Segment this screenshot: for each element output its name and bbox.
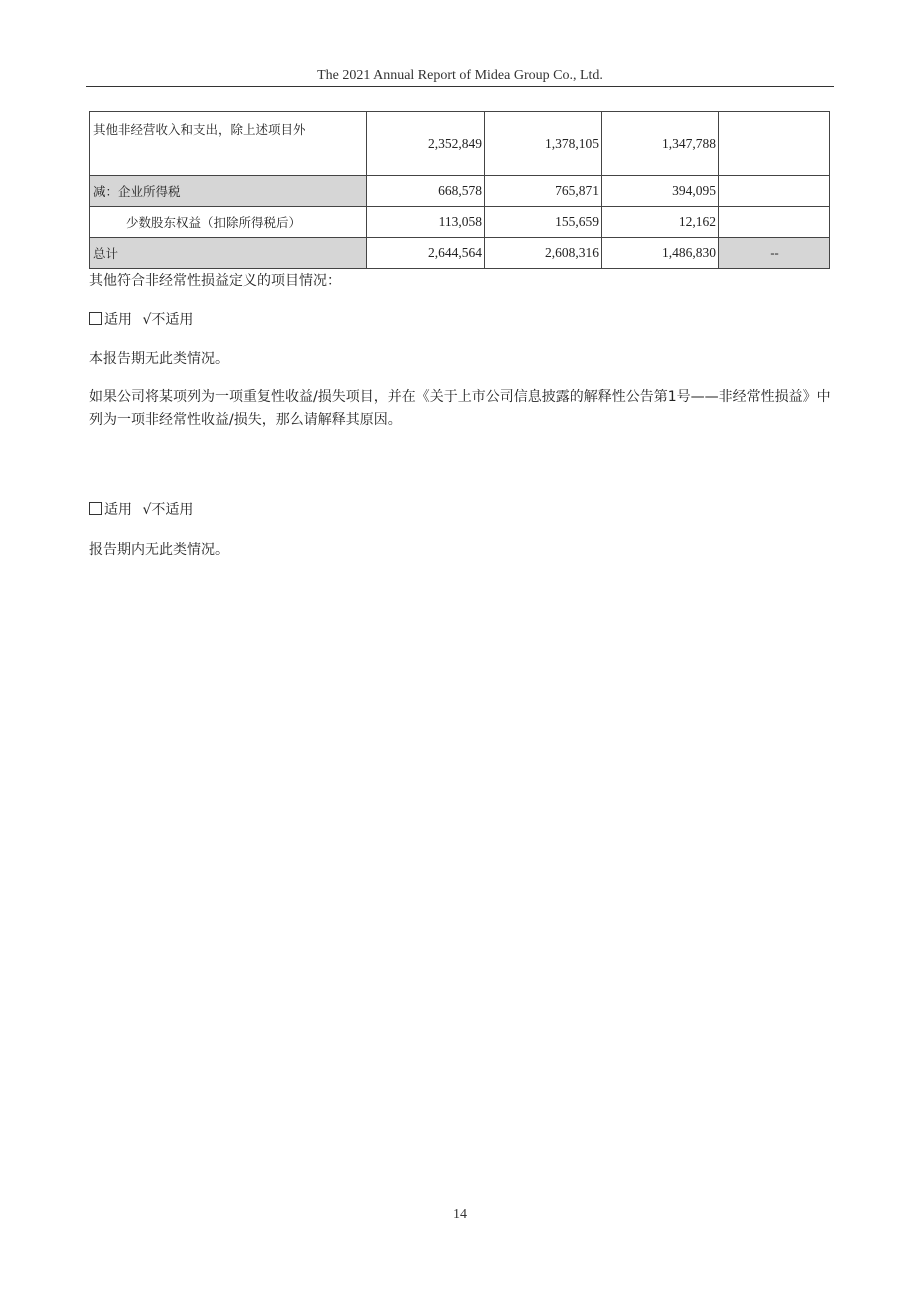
table-row <box>90 176 830 207</box>
value-2020: 155,659 <box>485 207 602 238</box>
value-2021: 2,352,849 <box>367 112 485 176</box>
value-2020: 2,608,316 <box>485 238 602 269</box>
row-note <box>719 207 830 238</box>
value-2020: 1,378,105 <box>485 112 602 176</box>
value-2020: 765,871 <box>485 176 602 207</box>
table-row <box>90 112 830 176</box>
value-2019: 394,095 <box>602 176 719 207</box>
row-label: 总计 <box>90 238 367 269</box>
check-mark-icon: √ <box>142 312 152 328</box>
value-2021: 113,058 <box>367 207 485 238</box>
value-2019: 1,347,788 <box>602 112 719 176</box>
row-note: -- <box>719 238 830 269</box>
not-applicable-label: 不适用 <box>151 312 194 328</box>
no-such-case-text: 本报告期无此类情况。 <box>89 351 229 367</box>
unchecked-box-icon <box>89 312 102 325</box>
report-header-title: The 2021 Annual Report of Midea Group Co., Ltd. <box>317 68 603 83</box>
value-2019: 1,486,830 <box>602 238 719 269</box>
row-note <box>719 112 830 176</box>
table-row <box>90 207 830 238</box>
value-2019: 12,162 <box>602 207 719 238</box>
no-such-case-in-period-text: 报告期内无此类情况。 <box>89 542 229 558</box>
header-divider <box>86 86 834 87</box>
value-2021: 2,644,564 <box>367 238 485 269</box>
row-label: 其他非经营收入和支出，除上述项目外 <box>90 112 367 176</box>
row-note <box>719 176 830 207</box>
unchecked-box-icon <box>89 502 102 515</box>
applicability-line-2 <box>89 499 837 522</box>
value-2021: 668,578 <box>367 176 485 207</box>
row-label: 减：企业所得税 <box>90 176 367 207</box>
page-number: 14 <box>453 1207 467 1222</box>
not-applicable-label: 不适用 <box>151 502 194 518</box>
check-mark-icon: √ <box>142 502 152 518</box>
table-row <box>90 238 830 269</box>
non-recurring-gains-table <box>89 111 830 269</box>
recurring-explanation-text: 如果公司将某项列为一项重复性收益/损失项目，并在《关于上市公司信息披露的解释性公告第1号——非经常性损益》中列为一项非经常性收益/损失，那么请解释其原因。 <box>89 389 831 428</box>
applicable-label: 适用 <box>104 312 132 328</box>
applicability-line-1 <box>89 309 837 332</box>
row-label: 少数股东权益（扣除所得税后） <box>90 207 367 238</box>
applicable-label: 适用 <box>104 502 132 518</box>
other-items-heading: 其他符合非经常性损益定义的项目情况： <box>89 273 341 289</box>
